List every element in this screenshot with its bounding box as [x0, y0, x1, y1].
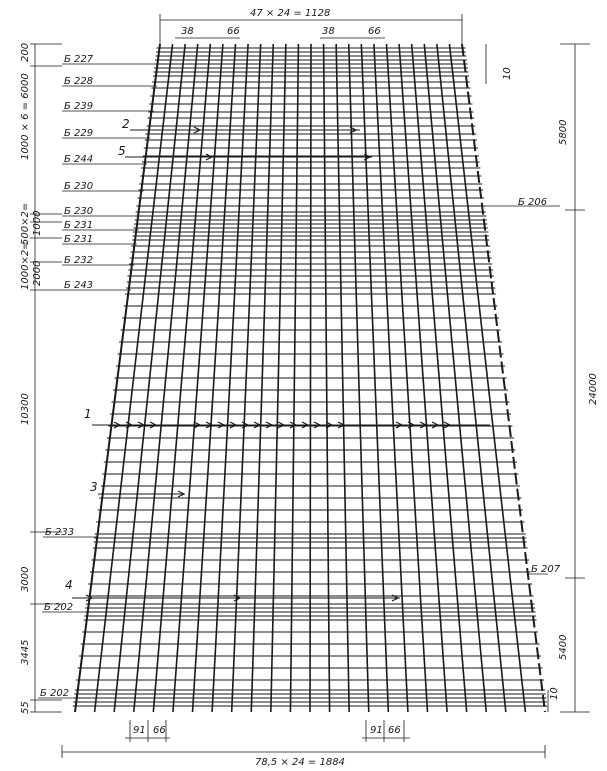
bottom-spacing-left-b: 66 [153, 725, 166, 736]
bottom-spacing-right-b: 66 [388, 725, 401, 736]
top-spacing-left-b: 66 [227, 26, 240, 37]
position-callout-4: 4 [65, 578, 73, 592]
top-spacing-right: 38 [322, 26, 335, 37]
rebar-mesh [38, 44, 560, 712]
left-dim-500x2: 500×2= [20, 202, 31, 245]
bar-mark-b232: Б 232 [64, 255, 94, 266]
right-dim-10-top: 10 [502, 67, 513, 80]
top-spacing-left: 38 [181, 26, 194, 37]
position-callout-2: 2 [122, 117, 130, 131]
top-total-dimension: 47 × 24 = 1128 [250, 8, 331, 19]
position-callout-5: 5 [118, 144, 126, 158]
bar-mark-b230-b: Б 230 [64, 206, 94, 217]
bar-mark-b243: Б 243 [64, 280, 94, 291]
bar-mark-b239: Б 239 [64, 101, 94, 112]
bottom-spacing-right: 91 [370, 725, 383, 736]
top-spacing-right-b: 66 [368, 26, 381, 37]
bottom-spacing-left: 91 [133, 725, 146, 736]
bar-mark-b202-a: Б 202 [44, 602, 74, 613]
right-dim-5400: 5400 [558, 634, 569, 660]
bar-mark-b233: Б 233 [45, 527, 75, 538]
bar-mark-b231-b: Б 231 [64, 234, 94, 245]
bar-mark-b227: Б 227 [64, 54, 94, 65]
bar-mark-b229: Б 229 [64, 128, 94, 139]
bar-mark-b230-a: Б 230 [64, 181, 94, 192]
position-callout-3: 3 [90, 480, 98, 494]
bar-mark-b244: Б 244 [64, 154, 94, 165]
bar-mark-b228: Б 228 [64, 76, 94, 87]
left-dim-6000: 1000 × 6 = 6000 [20, 73, 31, 160]
left-dim-1000x2: 1000×2= [20, 241, 31, 290]
bottom-total-dimension: 78,5 × 24 = 1884 [255, 757, 345, 768]
left-dim-200: 200 [20, 42, 31, 62]
left-dim-55: 55 [20, 701, 31, 714]
right-dim-10-bottom: 10 [549, 687, 560, 700]
bar-mark-b231-a: Б 231 [64, 220, 94, 231]
left-dim-10300: 10300 [20, 393, 31, 425]
right-dim-5800: 5800 [558, 119, 569, 145]
left-dim-1000: 1000 [32, 210, 43, 236]
bar-mark-b207: Б 207 [531, 564, 561, 575]
right-dim-24000: 24000 [588, 373, 599, 405]
bar-mark-b206: Б 206 [518, 197, 548, 208]
left-dim-3445: 3445 [20, 639, 31, 665]
position-callout-1: 1 [84, 407, 92, 421]
left-dim-2000: 2000 [32, 260, 43, 286]
bar-mark-b202-b: Б 202 [40, 688, 70, 699]
left-dim-3000: 3000 [20, 566, 31, 592]
